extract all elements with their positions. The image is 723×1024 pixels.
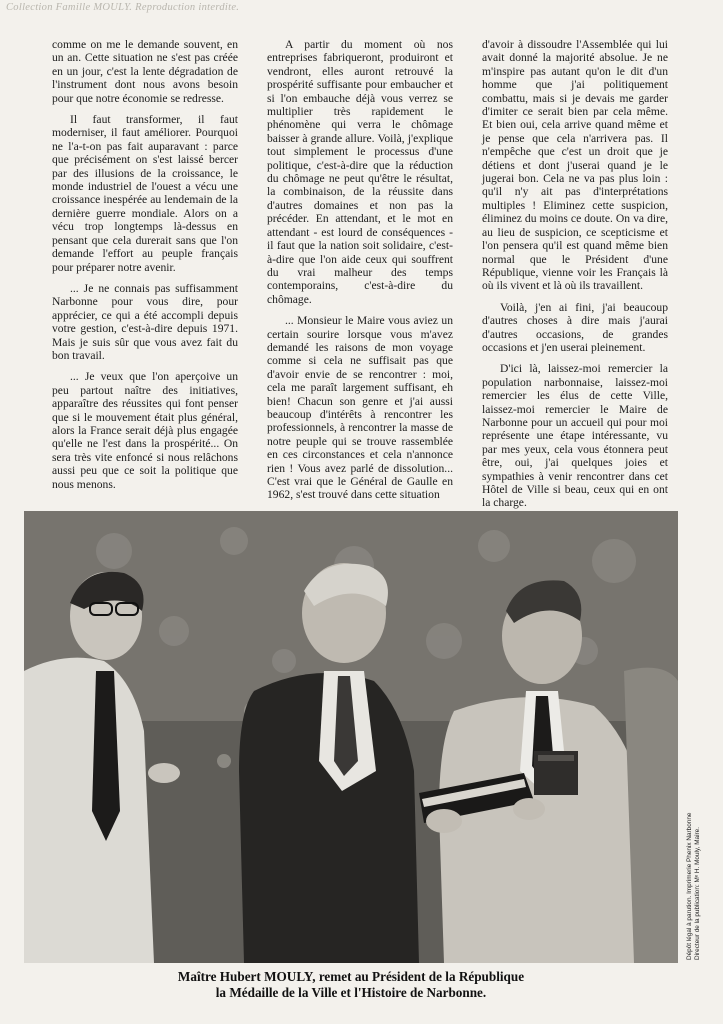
watermark: Collection Famille MOULY. Reproduction interdite. [6,2,240,13]
paragraph: ... Je veux que l'on aperçoive un peu partout naître des initiatives, apparaître des réussites qui font penser que si le mouvement était plus général, alors la France serait déjà plus engagée qu'elle ne l'est dans la prospérité... On sera très vite enfoncé si nous relâchons aussi peu que ce soit la politique que nous menons. [52,370,238,491]
paragraph: comme on me le demande souvent, en un an. Cette situation ne s'est pas créée en un jour, c'est la lente dégradation de l'instrument dont nous avons besoin pour que notre économie se redresse. [52,38,238,105]
publication-credit [686,790,702,960]
credit-line: Dépôt légal à parution. Imprimerie Phenix Narbonne [686,812,693,960]
article-column-2 [267,38,453,500]
caption-line: Maître Hubert MOULY, remet au Président de la République [177,969,525,984]
paragraph: D'ici là, laissez-moi remercier la population narbonnaise, laissez-moi remercier les élus de cette Ville, laissez-moi remercier le Maire de Narbonne pour un accueil qui pour moi représente une étape intéressante, vu par mes yeux, cela vous étonnera peut être, oui, j'ai quelques joies et sympathies à venir rencontrer dans cet Hôtel de Ville si beau, ceux qui en ont la charge. [482,362,668,510]
article-columns [52,38,668,510]
caption-line: la Médaille de la Ville et l'Histoire de Narbonne. [215,985,487,1000]
photo-caption [24,969,678,1001]
article-column-3 [482,38,668,510]
paragraph: Voilà, j'en ai fini, j'ai beaucoup d'autres choses à dire mais j'aurai d'autres occasions, de grandes occasions et j'en userai pleinement. [482,300,668,354]
article-column-1 [52,38,238,500]
paragraph: Il faut transformer, il faut moderniser, il faut améliorer. Pourquoi ne l'a-t-on pas fait auparavant : parce que précisément on s'est laissé bercer par des illusions de la croissance, le monde industriel de l'ouest a vécu une croissance inespérée au lendemain de la dernière guerre mondiale. Alors on a vécu trop longtemps là-dessus en pensant que cela durerait sans que l'on demande l'effort au peuple français pour préparer notre avenir. [52,113,238,274]
credit-line: Directeur de la publication: Mᵉ H. Mouly, Maire. [694,827,701,960]
paragraph: A partir du moment où nos entreprises fabriqueront, produiront et vendront, elles auront retrouvé la prospérité suffisante pour embaucher et si l'on embauche déjà vous verrez se multiplier très rapidement le phénomène qui verra le chômage baisser à grande allure. Voilà, j'explique tout simplement le processus d'une politique, c'est-à-dire que la réduction du chômage ne peut qu'être le résultat, la combinaison, de la réussite dans d'autres domaines et non pas la précéder. En attendant, et le mot en attendant - est lourd de conséquences - il faut que la nation soit solidaire, c'est-à-dire que l'on aide ceux qui souffrent du vrai malheur des temps contemporains, c'est-à-dire du chômage. [267,38,453,306]
ceremony-photo-illustration [24,511,678,963]
paragraph: ... Je ne connais pas suffisamment Narbonne pour vous dire, pour apprécier, ce qui a été accompli depuis votre gestion, c'est-à-dire depuis 1971. Mais je suis sûr que vous avez fait du bon travail. [52,281,238,362]
paragraph: d'avoir à dissoudre l'Assemblée qui lui avait donné la majorité absolue. Je ne m'inspire pas autant qu'on le dit d'un homme que j'ai politiquement combattu, mais si je devais me garder d'imiter ce serait bien par cela même. Et bien oui, cela arrive quand même et je pense que cela n'arrivera pas. Il n'empêche que c'est un droit que je détiens et dont j'userai quand je le jugerai bon. Cela ne va pas plus loin : qu'il n'y ait pas d'interprétations multiples ! Eliminez cette suspicion, éliminez du moins ce doute. On va dire, au lieu de suspicion, ce scepticisme et l'on pensera qu'il est quand même bien normal que le Président d'une République, vienne voir les Français là où ils vivent et là où ils travaillent. [482,38,668,293]
ceremony-photo [24,511,678,963]
paragraph: ... Monsieur le Maire vous aviez un certain sourire lorsque vous m'avez demandé les raisons de mon voyage comme si cela ne suffisait pas que d'avoir envie de se rencontrer : moi, cela me paraît largement suffisant, eh bien! Chacun son genre et j'ai aussi beaucoup d'intérêts à rencontrer les professionnels, à rencontrer la masse de notre peuple qui se trouve rassemblée en ces circonstances et cela n'annonce rien ! Vous avez parlé de dissolution... C'est vrai que le Général de Gaulle en 1962, s'est trouvé dans cette situation [267,314,453,502]
